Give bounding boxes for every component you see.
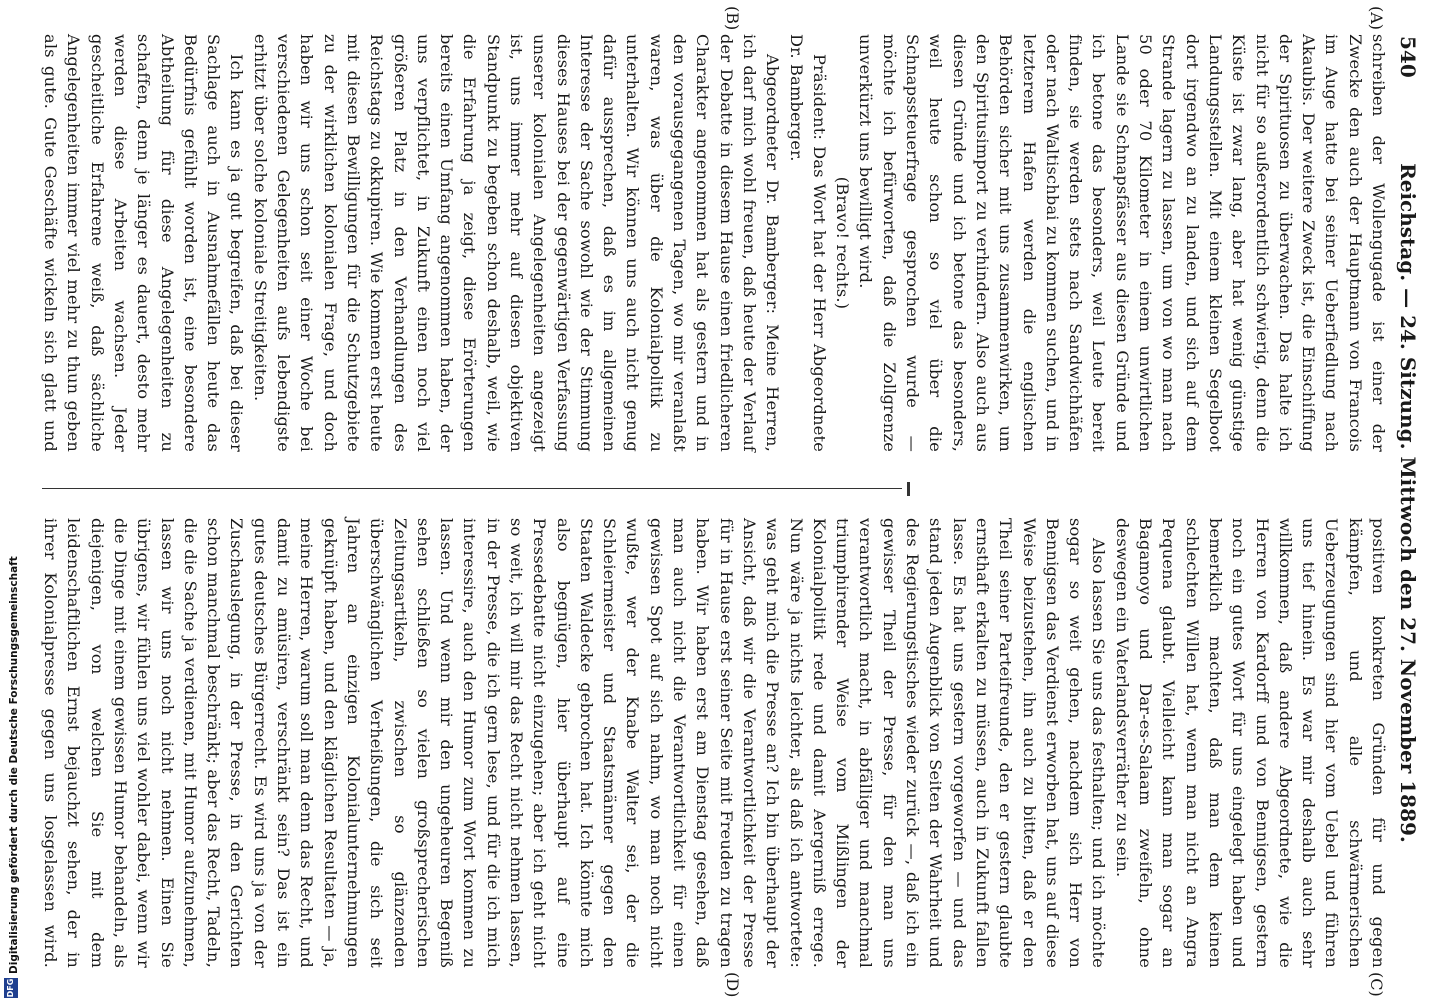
president-statement: Präsident: Das Wort hat der Herr Abgeordnete Dr. Bamberger.: [786, 34, 829, 452]
margin-marker-a: (A): [1367, 6, 1386, 31]
footer-rotated: [0, 0, 38, 1000]
paragraph: schreiben der Wollengugade ist einer der Zwecke den auch der Hauptmann von Francois im Auge hatte bei seiner Ueberfiedlung nach Akaubis. Der weitere Zweck ist, die Einschiffung der Spirituosen zu überwachen. Das halte ich nicht für so außerordentlich schwierig, denn die Küste ist zwar lang, aber hat wenig günstige Landungsstellen. Mit einem kleinen Segelboot dort irgendwo an zu landen, und sich auf dem Strande lagern zu lassen, um von wo man nach 50 oder 70 Kilometer in einem unwirtlichen Lande sie Schnapsfässer aus diesen Gründe und ich betone das besonders, weil Leute bereit finden, sie werden stets nach Sandwichhäfen oder nach Waltischbai zu kommen suchen, und in letzterem Hafen werden die englischen Behörden sicher mit uns zusammenwirken, um den Spiritusimport zu verhindern. Also auch aus diesen Gründe und ich betone das besonders, weil heute schon so viel über die Schnapssteuerfrage gesprochen wurde — möchte ich befürworten, daß die Zollgrenze unverkürzt uns bewilligt wird.: [856, 34, 1388, 452]
paragraph: positiven konkreten Gründen für und gegen kämpfen, und alle schwärmerischen Ueberzeugungen sind hier vom Uebel und führen uns tief hinein. Es war mir deshalb auch sehr willkommen, daß andere Abgeordnete, wie die Herren von Kardorff und von Bennigsen, gestern noch ein gutes Wort für uns eingelegt haben und bemerklich machten, daß man dem keinen schlechten Willen hat, wenn man nicht an Angra Pequena glaubt. Vielleicht kann man sogar an Bagamoyo und Dar-es-Salaam zweifeln, ohne deswegen ein Vaterlandsverräther zu sein.: [1112, 518, 1388, 968]
right-column: [38, 518, 1390, 968]
speech-paragraph: Ich kann es ja gut begreifen, daß bei dieser Sachlage auch in Ausnahmefällen heute das Bedürfnis gefühlt worden ist, eine besondere Abtheilung für diese Angelegenheiten zu schaffen, denn je länger es dauert, desto mehr werden diese Arbeiten wachsen. Jeder gescheitliche Erfahrene weiß, daß sächliche Angelegenheiten immer viel mehr zu thun geben als gute. Gute Geschäfte wickeln sich glatt und: [41, 34, 247, 452]
applause-note: (Bravo! rechts.): [833, 176, 853, 310]
digitization-footer: [0, 0, 38, 1000]
page-title: Reichstag. — 24. Sitzung. Mittwoch den 27. November 1889.: [1396, 163, 1420, 843]
dfg-logo: DFG: [4, 978, 18, 998]
left-column: [38, 34, 1390, 452]
document-page: [38, 0, 1432, 1000]
funding-note: Digitalisierung gefördert durch die Deutsche Forschungsgemeinschaft: [8, 556, 20, 974]
margin-marker-c: (C): [1367, 972, 1386, 997]
column-divider: [42, 488, 902, 489]
page-header: [1390, 36, 1420, 970]
speech-paragraph: Also lassen Sie uns das festhalten; und ich möchte sogar so weit gehen, nachdem sich Herr von Bennigsen das Verdienst erworben hat, uns auf diese Weise beizustehen, ihn auch zu bitten, daß er den Theil seiner Parteifreunde, den er gestern glaubte ernsthaft erkalten zu müssen, auch in Zukunft fallen lasse. Es hat uns gestern vorgeworfen — und das stand jeden Augenblick von Seiten der Wahrheit und des Regierungstisches wieder zurück —, daß ich ein gewisser Theil der Presse, für den man uns verantwortlich macht, in abfälliger und manchmal triumphirender Weise vom Mißlingen der Kolonialpolitik rede und damit Aergerniß errege. Nun wäre ja nichts leichter, als daß ich antwortete: was geht mich die Presse an? Ich bin überhaupt der Ansicht, daß wir die Verantwortlichkeit der Presse für in Hause erst seiner Seite mit Freuden zu tragen haben. Wir haben erst am Dienstag gesehen, daß man auch nicht die Verantwortlichkeit für einen gewissen Spot auf sich nahm, wo man noch nicht wußte, wer der Knabe Walter sei, der die Schleiermeister und Staatsmänner gegen den Staaten Waldecke gebrochen hat. Ich könnte mich also begnügen, hier überhaupt auf eine Pressedebatte nicht einzugehen; aber ich geht nicht so weit, ich will mir das Recht nicht nehmen lassen, in der Presse, die ich gern lese, und für die ich mich interessire, auch den Humor zum Wort kommen zu lassen. Und wenn mir den ungeheuren Begeniß sehen schließen so vielen großsprecherischen Zeitungsartikeln, zwischen so glänzenden überschwänglichen Verheißungen, die sich seit Jahren an einzigen Kolonialunternehmungen geknüpft haben, und den kläglichen Resultaten — ja, meine Herren, warum soll man denn das Recht, und damit zu amüsiren, verschränkt sein? Das ist ein gutes deutsches Bürgerrecht. Es wird uns ja von der Zuschauslegung, in der Presse, in den Gerichten schon manchmal beschränkt; aber das Recht, Tadeln, die die Sache ja verdienen, mit Humor aufzunehmen, lassen wir uns noch nicht nehmen. Einen Sie übrigens, wir fühlen uns viel wohler dabei, wenn wir die Dinge mit einem gewissen Humor behandeln, als diejenigen, von welchen Sie mit dem leidenschaftlichen Ernst bejauchzt sehen, der in ihrer Kolonialpresse gegen uns losgelassen wird.: [41, 518, 1109, 968]
rotated-page-content: [38, 0, 1432, 1000]
speech-paragraph: Abgeordneter Dr. Bamberger: Meine Herren, ich darf mich wohl freuen, daß heute der Verlauf der Debatte in diesem Hause einen friedlicheren Charakter angenommen hat als gestern und in den vorausgegangenen Tagen, wo mir veranlaßt waren, was über die Kolonialpolitik zu unterhalten. Wir können uns auch nicht genug dafür aussprechen, daß es im allgemeinen Interesse der Sache sowohl wie der Stimmung dieses Hauses bei der gegenwärtigen Verfassung unserer kolonialen Angelegenheiten angezeigt ist, uns immer mehr auf diesen objektiven Standpunkt zu begeben schon deshalb, weil, wie die Erfahrung ja zeigt, diese Erörterungen bereits einen Umfang angenommen haben, der uns verpflichtet, in Zukunft einen noch viel größeren Platz in den Verhandlungen des Reichstags zu okkupiren. Wie kommen erst heute mit diesen Bewilligungen für die Schutzgebiete zu der wirklichen kolonialen Frage, und doch haben wir uns schon seit einer Woche bei verschiedenen Gelegenheiten aufs lebendigste erhitzt über solche koloniale Streitigkeiten.: [250, 34, 783, 452]
margin-marker-b: (B): [723, 6, 742, 31]
page-number: 540: [1396, 36, 1420, 78]
margin-marker-d: (D): [723, 972, 742, 998]
column-divider-tick: [907, 482, 910, 496]
